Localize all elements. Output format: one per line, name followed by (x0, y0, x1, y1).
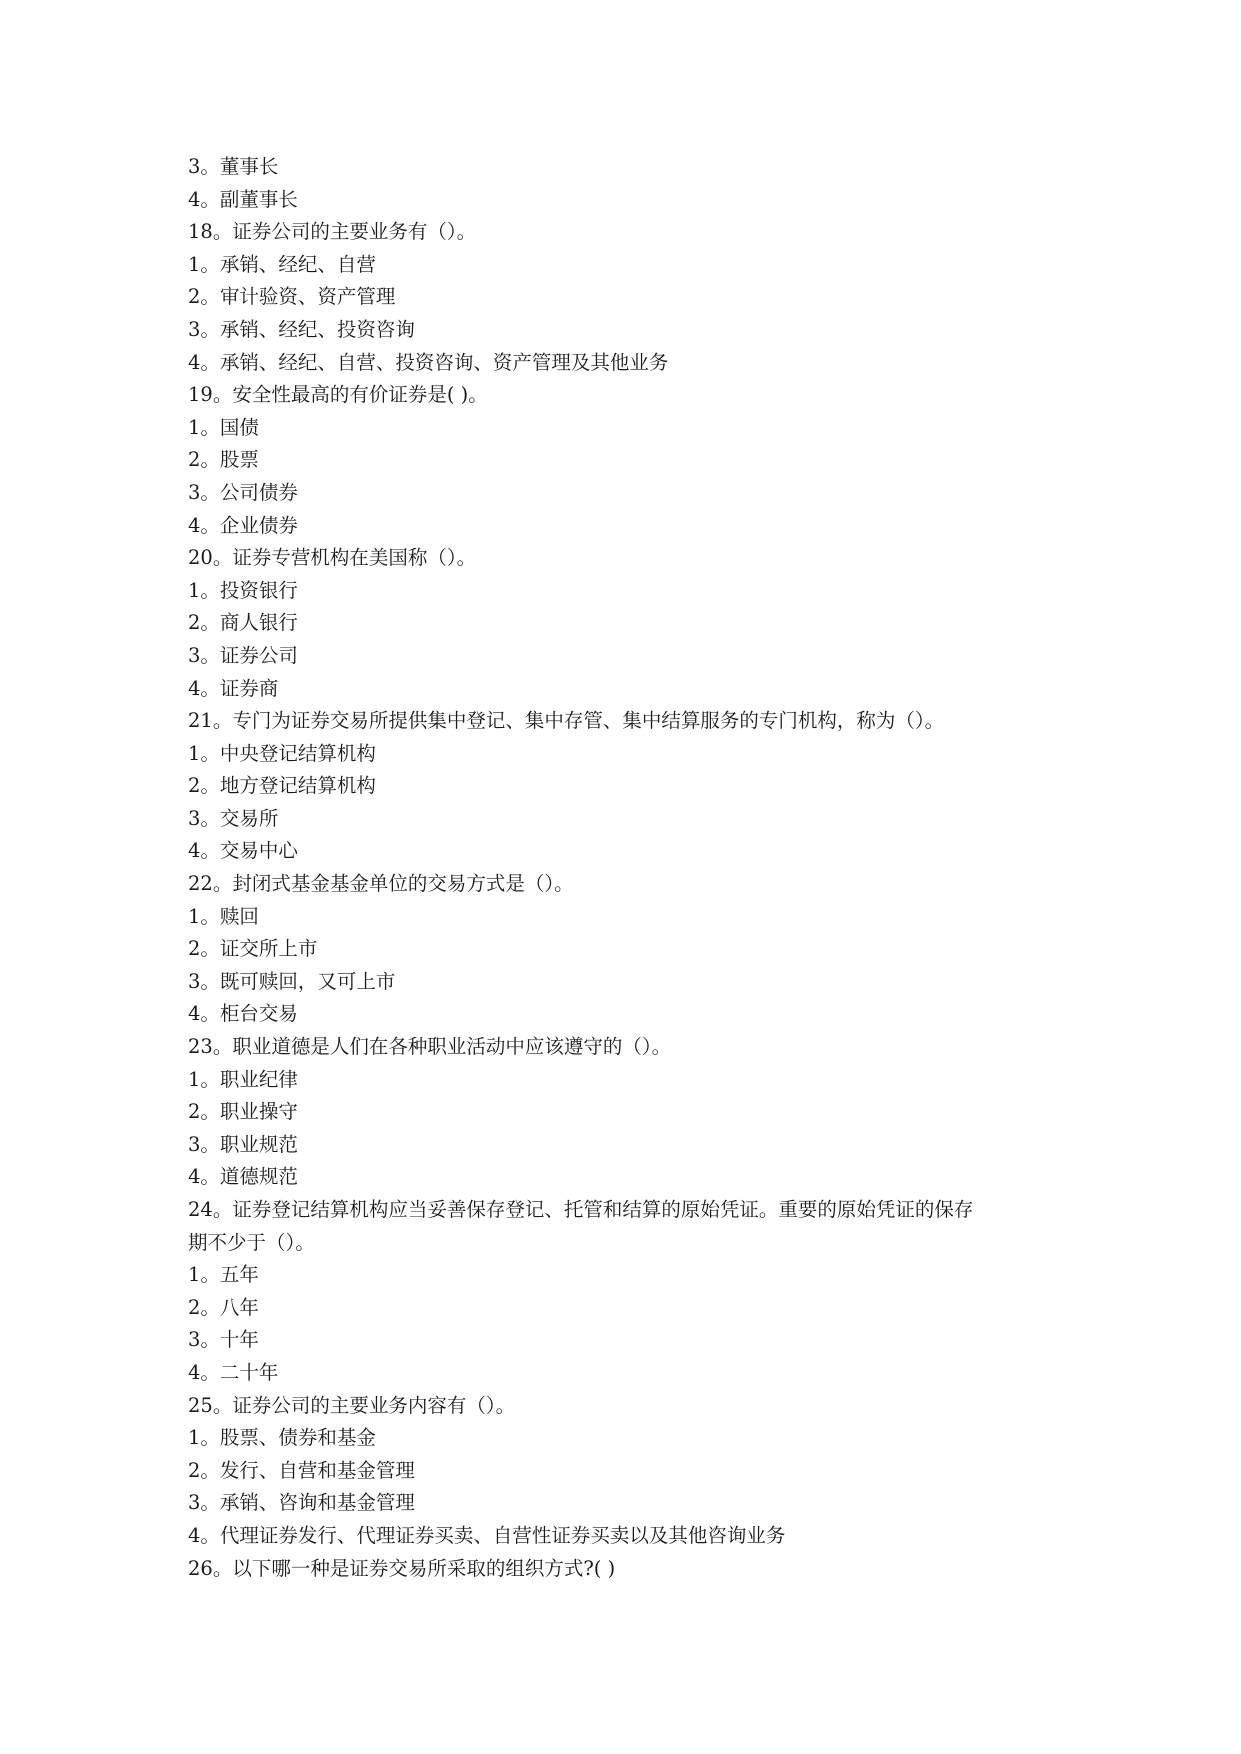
question-19: 19。安全性最高的有价证券是( )。 (188, 383, 488, 407)
question-20: 20。证券专营机构在美国称（）。 (188, 546, 477, 570)
option-line: 1。职业纪律 (188, 1067, 298, 1091)
option-line: 1。五年 (188, 1263, 259, 1287)
question-24: 24。证券登记结算机构应当妥善保存登记、托管和结算的原始凭证。重要的原始凭证的保存 (188, 1198, 974, 1221)
option-line: 3。十年 (188, 1328, 259, 1352)
option-line: 3。交易所 (188, 806, 279, 830)
option-line: 2。股票 (188, 448, 259, 472)
option-line: 1。中央登记结算机构 (188, 741, 376, 765)
question-25: 25。证券公司的主要业务内容有（）。 (188, 1393, 516, 1417)
question-22: 22。封闭式基金基金单位的交易方式是（）。 (188, 872, 574, 896)
option-line: 2。商人银行 (188, 611, 298, 635)
option-line: 1。国债 (188, 415, 259, 439)
question-18: 18。证券公司的主要业务有（）。 (188, 220, 477, 244)
option-line: 4。代理证券发行、代理证券买卖、自营性证券买卖以及其他咨询业务 (188, 1523, 786, 1547)
option-line: 4。企业债券 (188, 513, 298, 537)
option-line: 1。赎回 (188, 904, 259, 928)
option-line: 1。投资银行 (188, 578, 298, 602)
option-line: 2。地方登记结算机构 (188, 774, 376, 798)
option-line: 4。承销、经纪、自营、投资咨询、资产管理及其他业务 (188, 350, 669, 374)
question-24-continued: 期不少于（）。 (188, 1230, 315, 1254)
option-line: 2。审计验资、资产管理 (188, 285, 396, 309)
option-line: 3。承销、咨询和基金管理 (188, 1491, 415, 1515)
option-line: 1。股票、债券和基金 (188, 1426, 376, 1450)
option-line: 3。公司债券 (188, 480, 298, 504)
option-line: 4。二十年 (188, 1360, 279, 1384)
question-21: 21。专门为证券交易所提供集中登记、集中存管、集中结算服务的专门机构，称为（）。 (188, 709, 945, 733)
text-line: 4。副董事长 (188, 187, 298, 211)
option-line: 2。职业操守 (188, 1100, 298, 1124)
option-line: 2。八年 (188, 1295, 259, 1319)
document-body (188, 151, 1068, 1585)
option-line: 3。既可赎回，又可上市 (188, 969, 396, 993)
option-line: 4。柜台交易 (188, 1002, 298, 1026)
text-line: 3。董事长 (188, 155, 279, 178)
option-line: 2。发行、自营和基金管理 (188, 1458, 415, 1482)
option-line: 1。承销、经纪、自营 (188, 252, 376, 276)
option-line: 3。承销、经纪、投资咨询 (188, 317, 415, 341)
option-line: 4。交易中心 (188, 839, 298, 863)
option-line: 3。证券公司 (188, 643, 298, 667)
option-line: 4。证券商 (188, 676, 279, 700)
option-line: 2。证交所上市 (188, 937, 318, 961)
option-line: 3。职业规范 (188, 1132, 298, 1156)
question-26: 26。以下哪一种是证券交易所采取的组织方式?( ) (188, 1556, 616, 1580)
question-23: 23。职业道德是人们在各种职业活动中应该遵守的（）。 (188, 1035, 672, 1059)
option-line: 4。道德规范 (188, 1165, 298, 1189)
